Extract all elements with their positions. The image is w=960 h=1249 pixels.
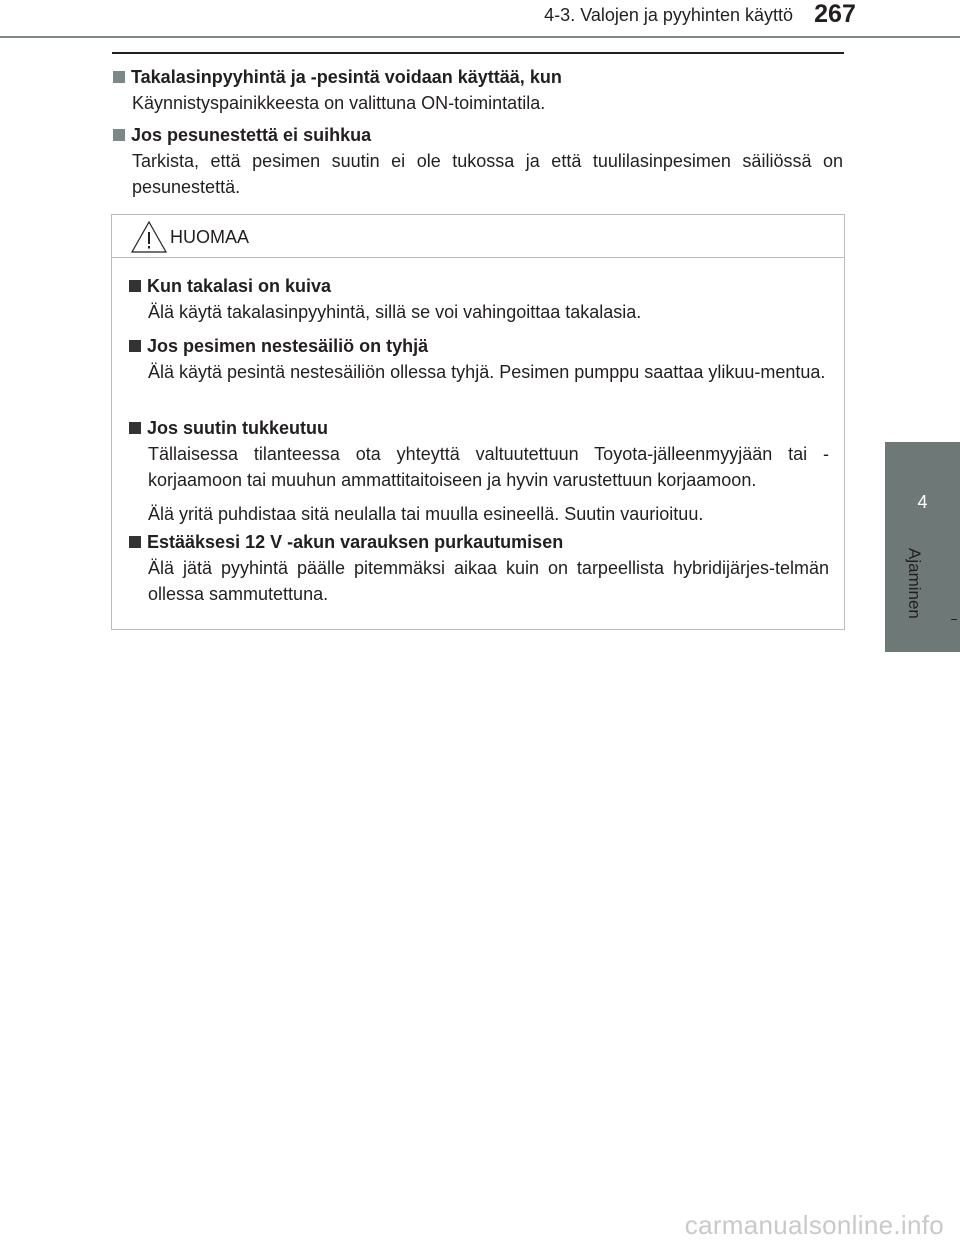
watermark: carmanualsonline.info	[684, 1210, 944, 1240]
side-tick-mark	[951, 619, 957, 620]
notice-item-text: Älä jätä pyyhintä päälle pitemmäksi aikaa kuin on tarpeellista hybridijärjes-telmän ollessa sammutettuna.	[148, 558, 829, 604]
section-body: Tarkista, että pesimen suutin ei ole tukossa ja että tuulilasinpesimen säiliössä on pesunestettä.	[132, 151, 843, 197]
notice-header	[112, 215, 844, 258]
section-washer-fluid	[113, 122, 843, 200]
square-bullet-icon	[129, 280, 141, 292]
notice-item-text: Älä käytä takalasinpyyhintä, sillä se voi vahingoittaa takalasia.	[148, 302, 642, 322]
square-bullet-icon	[129, 536, 141, 548]
square-bullet-icon	[113, 71, 125, 83]
notice-item-heading-text: Kun takalasi on kuiva	[147, 276, 332, 296]
notice-item-heading	[129, 273, 829, 299]
notice-item-text: Älä yritä puhdistaa sitä neulalla tai muulla esineellä. Suutin vaurioituu.	[148, 504, 704, 524]
notice-item-text: Tällaisessa tilanteessa ota yhteyttä valtuutettuun Toyota-jälleenmyyjään tai -korjaamoon tai muuhun ammattitaitoiseen ja hyvin varustettuun korjaamoon.	[148, 444, 829, 490]
notice-item-heading	[129, 529, 829, 555]
section-heading	[113, 64, 843, 90]
section-body: Käynnistyspainikkeesta on valittuna ON-toimintatila.	[132, 93, 546, 113]
section-rear-wiper-conditions	[113, 64, 843, 116]
section-heading-text: Jos pesunestettä ei suihkua	[131, 125, 372, 145]
notice-item	[129, 529, 829, 607]
chapter-label: Ajaminen	[905, 548, 924, 619]
notice-item-heading	[129, 415, 829, 441]
notice-item-heading-text: Jos suutin tukkeutuu	[147, 418, 329, 438]
notice-item-heading-text: Jos pesimen nestesäiliö on tyhjä	[147, 336, 429, 356]
notice-item	[129, 273, 829, 325]
section-heading	[113, 122, 843, 148]
notice-item-heading-text: Estääksesi 12 V -akun varauksen purkautumisen	[147, 532, 564, 552]
square-bullet-icon	[129, 422, 141, 434]
section-heading-text: Takalasinpyyhintä ja -pesintä voidaan käyttää, kun	[131, 67, 562, 87]
header-divider	[0, 36, 960, 38]
notice-box	[111, 214, 845, 630]
page-number: 267	[814, 0, 856, 28]
notice-item	[129, 415, 829, 527]
header-section-title: 4-3. Valojen ja pyyhinten käyttö	[544, 5, 793, 25]
notice-item-text: Älä käytä pesintä nestesäiliön ollessa tyhjä. Pesimen pumppu saattaa ylikuu-mentua.	[148, 362, 826, 382]
square-bullet-icon	[113, 129, 125, 141]
notice-title: HUOMAA	[170, 227, 250, 247]
notice-item	[129, 333, 829, 385]
warning-triangle-icon	[129, 219, 169, 255]
square-bullet-icon	[129, 340, 141, 352]
chapter-number: 4	[917, 492, 928, 512]
content-top-rule	[112, 52, 844, 54]
notice-item-heading	[129, 333, 829, 359]
